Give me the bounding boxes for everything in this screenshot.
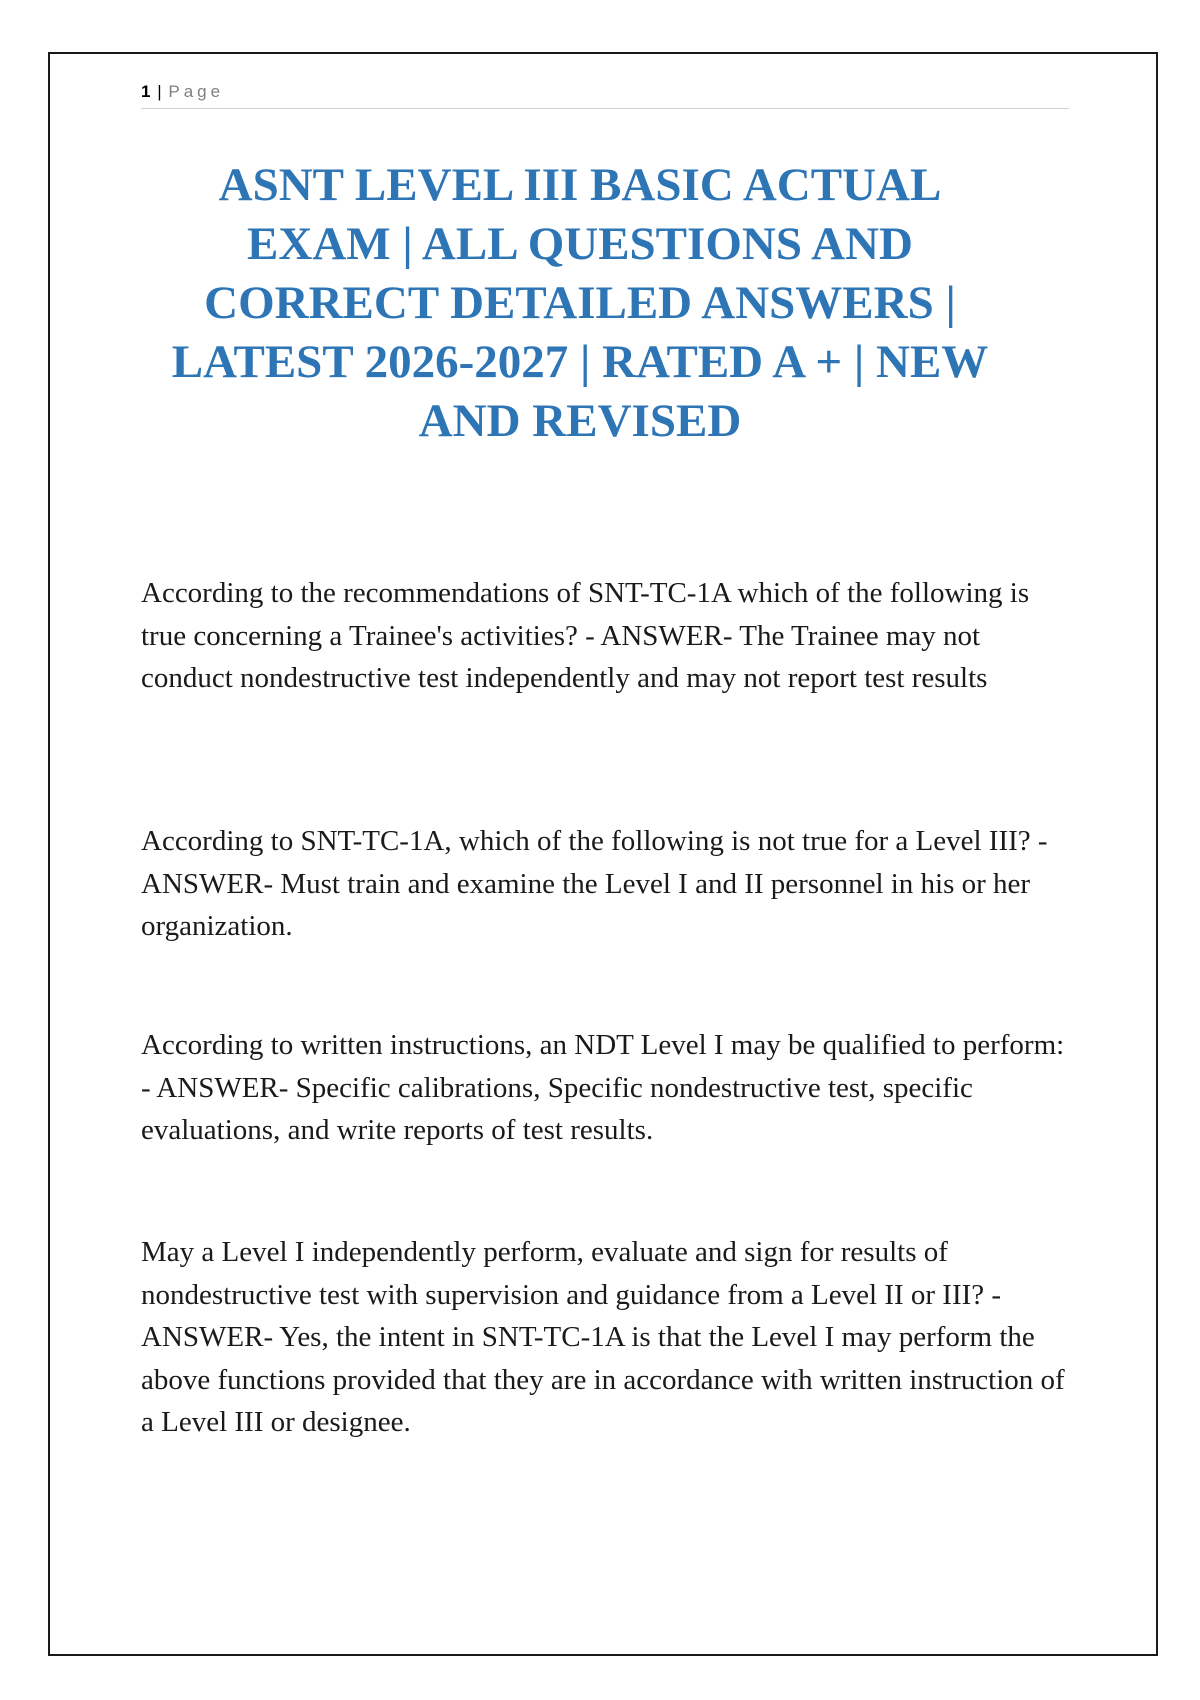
qa-item: According to written instructions, an NDT Level I may be qualified to perform: - ANSWER- Specific calibrations, Specific nondestructive test, specific evaluations, and write reports of test results. — [141, 1029, 1065, 1146]
qa-item: According to the recommendations of SNT-TC-1A which of the following is true concerning a Trainee's activities? - ANSWER- The Trainee may not conduct nondestructive test independently and may not report test results — [141, 577, 1030, 694]
page-header — [141, 80, 1069, 109]
qa-item: May a Level I independently perform, evaluate and sign for results of nondestructive test with supervision and guidance from a Level II or III? - ANSWER- Yes, the intent in SNT-TC-1A is that the Level I may perform the above functions provided that they are in accordance with written instruction of a Level III or designee. — [141, 1236, 1065, 1438]
document-title: ASNT LEVEL III BASIC ACTUAL EXAM | ALL QUESTIONS AND CORRECT DETAILED ANSWERS | LATEST 2026-2027 | RATED A + | NEW AND REVISED — [171, 159, 989, 447]
page-number: 1 — [141, 82, 151, 101]
page-header-separator: | — [157, 82, 162, 101]
qa-item: According to SNT-TC-1A, which of the following is not true for a Level III? - ANSWER- Must train and examine the Level I and II personnel in his or her organization. — [141, 825, 1048, 942]
page-label: Page — [168, 82, 225, 101]
